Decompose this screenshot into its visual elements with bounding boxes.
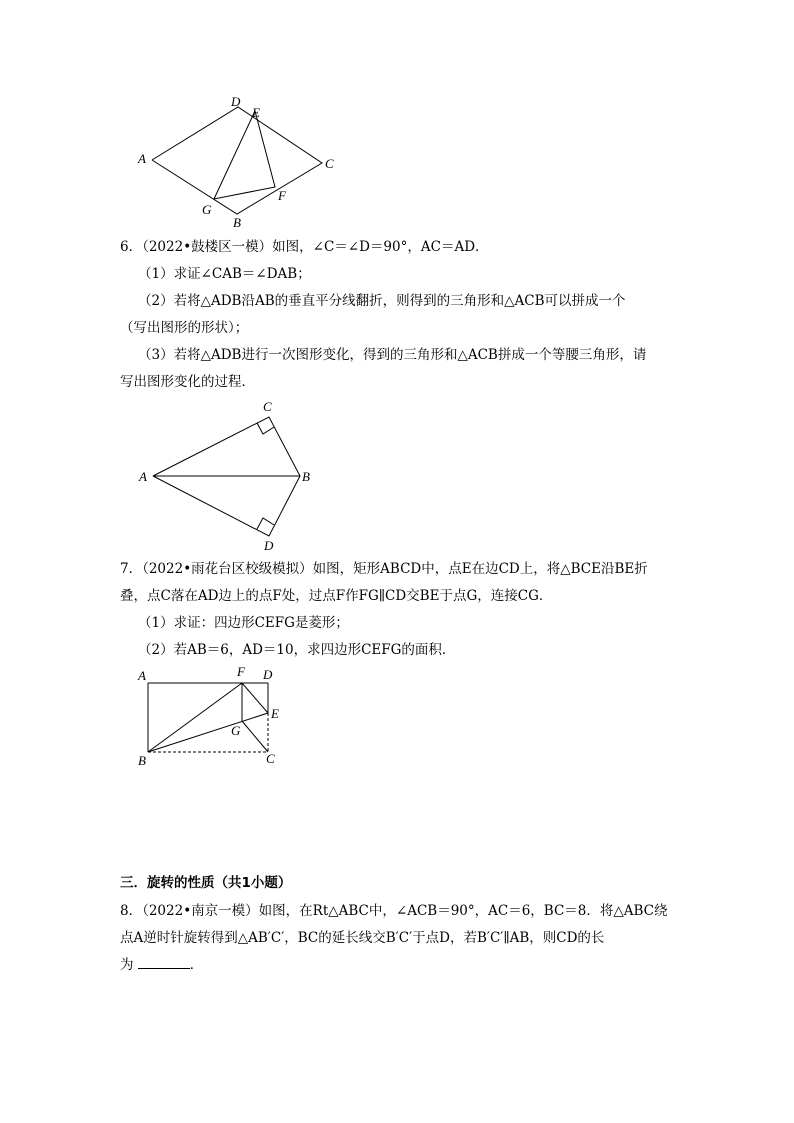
q7-part2: （2）若AB＝6，AD＝10，求四边形CEFG的面积． xyxy=(138,642,456,658)
q6-part3a: （3）若将△ADB进行一次图形变化，得到的三角形和△ACB拼成一个等腰三角形，请 xyxy=(138,347,647,363)
section-title: 三．旋转的性质（共1小题） xyxy=(120,875,292,891)
rhombus-svg xyxy=(130,90,350,235)
label-B: B xyxy=(233,215,241,230)
q6-stem: 6．（2022•鼓楼区一模）如图，∠C＝∠D＝90°，AC＝AD． xyxy=(120,239,489,255)
q7-part1: （1）求证：四边形CEFG是菱形； xyxy=(138,615,349,631)
rectangle-svg xyxy=(130,663,300,775)
q7-label-A: A xyxy=(138,668,146,683)
q7-label-F: F xyxy=(237,664,245,679)
q7-label-C: C xyxy=(266,751,275,766)
q6-part2a: （2）若将△ADB沿AB的垂直平分线翻折，则得到的三角形和△ACB可以拼成一个 xyxy=(138,293,626,309)
segment-be xyxy=(148,713,268,752)
label-A: A xyxy=(138,151,146,166)
q7-stem-a: 7．（2022•雨花台区校级模拟）如图，矩形ABCD中，点E在边CD上，将△BCE沿BE折 xyxy=(120,561,648,577)
q8-line3-suffix: ． xyxy=(189,957,204,973)
q7-label-B: B xyxy=(138,753,146,768)
q8-line1: 8．（2022•南京一模）如图，在Rt△ABC中，∠ACB＝90°，AC＝6，BC＝8．将△ABC绕 xyxy=(120,903,668,919)
q8-line3 xyxy=(120,956,680,974)
label-D: D xyxy=(231,94,241,109)
q6-label-C: C xyxy=(263,399,272,414)
q7-label-G: G xyxy=(231,723,241,738)
triangle-efg xyxy=(214,111,275,199)
q6-part1: （1）求证∠CAB＝∠DAB； xyxy=(138,266,311,282)
q8-line2: 点A逆时针旋转得到△AB′C′，BC的延长线交B′C′于点D，若B′C′∥AB，则CD的长 xyxy=(120,930,605,946)
q8-line3-prefix: 为 xyxy=(120,957,134,973)
q6-label-D: D xyxy=(264,538,274,553)
q6-label-B: B xyxy=(302,469,310,484)
label-E: E xyxy=(252,105,260,120)
q8-answer-blank xyxy=(138,956,190,969)
figure-q6 xyxy=(130,395,330,555)
right-angle-d xyxy=(257,518,274,529)
q6-label-A: A xyxy=(139,469,147,484)
segment-gc xyxy=(242,721,268,752)
q7-stem-b: 叠，点C落在AD边上的点F处，过点F作FG∥CD交BE于点G，连接CG． xyxy=(120,588,553,604)
label-C: C xyxy=(325,156,334,171)
figure-q7 xyxy=(130,663,300,775)
rhombus-outline xyxy=(152,107,322,214)
label-F: F xyxy=(278,188,286,203)
segment-bf xyxy=(148,683,242,752)
kite-svg xyxy=(130,395,330,555)
figure-rhombus xyxy=(130,90,350,235)
segment-fe xyxy=(242,683,268,713)
label-G: G xyxy=(202,202,212,217)
q6-part3b: 写出图形变化的过程． xyxy=(120,374,255,390)
right-angle-c xyxy=(257,423,274,434)
q6-part2b: （写出图形的形状）； xyxy=(120,320,249,336)
q7-label-D: D xyxy=(263,667,273,682)
q7-label-E: E xyxy=(271,706,279,721)
